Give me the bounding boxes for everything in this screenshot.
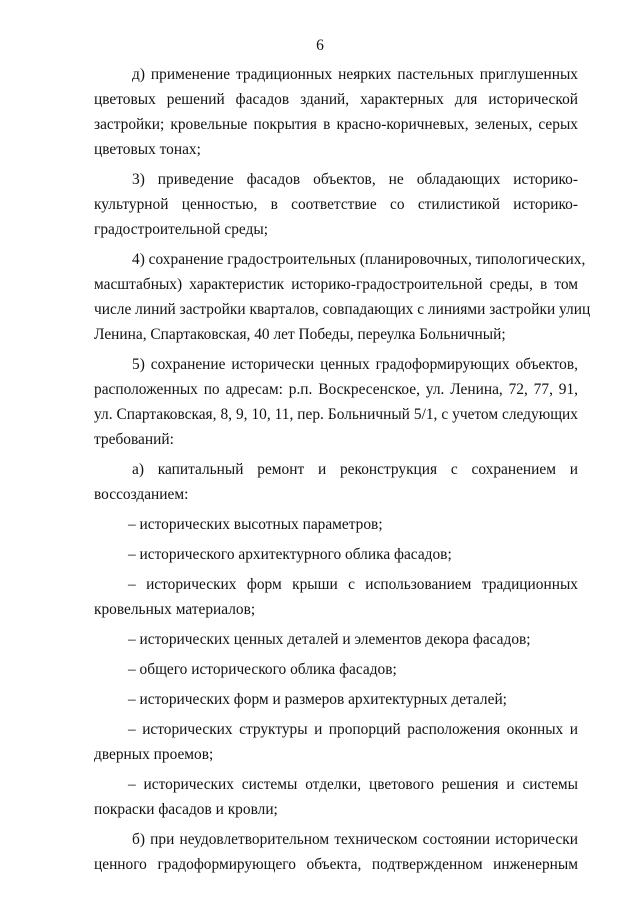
paragraph — [94, 687, 578, 712]
text-line: цветовых решений фасадов зданий, характерных для исторической — [94, 91, 578, 108]
text-line: требований: — [94, 431, 174, 448]
text-line: 3) приведение фасадов объектов, не обладающих историко- — [132, 171, 578, 188]
paragraph — [94, 827, 578, 877]
text-line: – исторических ценных деталей и элементов декора фасадов; — [128, 631, 531, 648]
text-line: – исторических высотных параметров; — [128, 516, 383, 533]
text-line: градостроительной среды; — [94, 221, 268, 238]
text-line: – исторических форм и размеров архитектурных деталей; — [128, 691, 507, 708]
text-line: 4) сохранение градостроительных (планировочных, типологических, — [132, 251, 586, 268]
text-line: цветовых тонах; — [94, 141, 201, 158]
text-line: масштабных) характеристик историко-градостроительной среды, в том — [94, 276, 578, 293]
paragraph — [94, 657, 578, 682]
paragraph — [94, 512, 578, 537]
text-line: б) при неудовлетворительном техническом состоянии исторически — [132, 831, 578, 848]
document-body — [94, 62, 591, 882]
page-number: 6 — [316, 37, 324, 54]
text-line: д) применение традиционных неярких пастельных приглушенных — [132, 66, 578, 83]
text-line: культурной ценностью, в соответствие со стилистикой историко- — [94, 196, 578, 213]
text-line: покраски фасадов и кровли; — [94, 801, 278, 818]
text-line: 5) сохранение исторически ценных градоформирующих объектов, — [132, 356, 578, 373]
text-line: – общего исторического облика фасадов; — [128, 661, 397, 678]
text-line: воссозданием: — [94, 486, 189, 503]
paragraph — [94, 772, 578, 822]
text-line: ценного градоформирующего объекта, подтвержденном инженерным — [94, 856, 578, 873]
text-line: – исторических системы отделки, цветового решения и системы — [128, 776, 578, 793]
paragraph — [94, 247, 591, 347]
paragraph — [94, 717, 578, 767]
paragraph — [94, 457, 578, 507]
text-line: кровельных материалов; — [94, 601, 256, 618]
paragraph — [94, 62, 578, 162]
paragraph — [94, 167, 578, 242]
text-line: а) капитальный ремонт и реконструкция с сохранением и — [132, 461, 578, 478]
text-line: ул. Спартаковская, 8, 9, 10, 11, пер. Больничный 5/1, с учетом следующих — [94, 406, 578, 423]
text-line: Ленина, Спартаковская, 40 лет Победы, переулка Больничный; — [94, 326, 506, 343]
text-line: расположенных по адресам: р.п. Воскресенское, ул. Ленина, 72, 77, 91, — [94, 381, 578, 398]
text-line: – исторических форм крыши с использованием традиционных — [128, 576, 578, 593]
paragraph — [94, 352, 578, 452]
text-line: числе линий застройки кварталов, совпадающих с линиями застройки улиц — [94, 301, 591, 318]
paragraph — [94, 627, 578, 652]
text-line: – исторического архитектурного облика фасадов; — [128, 546, 452, 563]
text-line: дверных проемов; — [94, 746, 214, 763]
text-line: – исторических структуры и пропорций расположения оконных и — [128, 721, 578, 738]
text-line: застройки; кровельные покрытия в красно-коричневых, зеленых, серых — [94, 116, 578, 133]
paragraph — [94, 572, 578, 622]
paragraph — [94, 542, 578, 567]
